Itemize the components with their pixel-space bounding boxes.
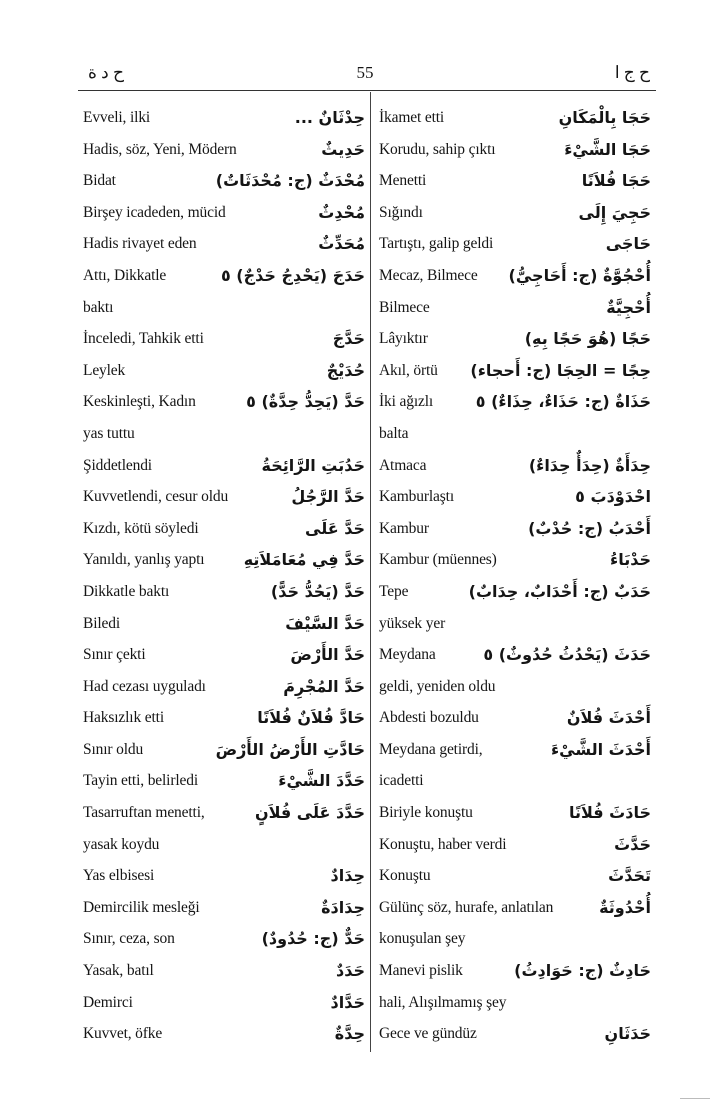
left-entry-row [83, 165, 365, 197]
arabic-headword: حَدَثَانِ [604, 1024, 651, 1044]
left-entry-row [83, 260, 365, 292]
turkish-meaning: geldi, yeniden oldu [379, 677, 496, 695]
turkish-meaning: Mecaz, Bilmece [379, 266, 478, 284]
turkish-meaning: Biriyle konuştu [379, 804, 473, 822]
right-entry-row [379, 260, 651, 292]
left-entry-row [83, 513, 365, 545]
right-entry-row [379, 228, 651, 260]
arabic-headword: حَدَثَ (يَحْدُثُ حُدُوثٌ) ٥ [483, 645, 651, 665]
arabic-headword: حَادَثَ فُلاَنًا [568, 803, 651, 823]
turkish-meaning: Lâyıktır [379, 330, 428, 348]
turkish-meaning: Meydana getirdi, [379, 740, 483, 758]
arabic-headword: حَدَّ عَلَى [305, 518, 365, 538]
page-number: 55 [356, 63, 374, 82]
turkish-meaning: Leylek [83, 361, 126, 379]
arabic-headword: حَجَا بِالْمَكَانِ [558, 108, 651, 127]
turkish-meaning: Tasarruftan menetti, [83, 804, 205, 822]
turkish-meaning: Hadis, söz, Yeni, Mödern [83, 140, 237, 158]
right-entry-row [379, 702, 651, 734]
arabic-headword: أَحْدَثَ الشَّيْءَ [550, 739, 651, 759]
arabic-headword: أَحْدَثَ فُلاَنٌ [566, 708, 651, 728]
arabic-headword: حَادَّ فُلاَنٌ فُلاَنًا [257, 708, 365, 728]
turkish-meaning: Abdesti bozuldu [379, 709, 479, 727]
turkish-meaning: Kuvvet, öfke [83, 1025, 163, 1043]
turkish-meaning: Hadis rivayet eden [83, 235, 197, 253]
arabic-headword: حَجَا الشَّيْءَ [564, 139, 651, 159]
left-column [83, 102, 365, 1050]
turkish-meaning: balta [379, 424, 409, 442]
turkish-meaning: Dikkatle baktı [83, 582, 170, 600]
header-left-letters: ح د ة [88, 63, 124, 82]
turkish-meaning: yüksek yer [379, 614, 446, 632]
turkish-meaning: Atmaca [379, 456, 427, 474]
left-entry-row [83, 639, 365, 671]
right-entry-row [379, 386, 651, 418]
left-entry-row [83, 797, 365, 829]
left-entry-row [83, 386, 365, 418]
left-entry-row [83, 987, 365, 1019]
arabic-headword: حَدَجَ (يَحْدِجُ حَدْجٌ) ٥ [220, 265, 365, 285]
arabic-headword: حَدٌّ (ج: حُدُودٌ) [261, 929, 365, 949]
right-entry-row [379, 450, 651, 482]
arabic-headword: حَدَّادٌ [330, 992, 365, 1012]
turkish-meaning: Kamburlaştı [379, 488, 454, 506]
right-entry-row [379, 355, 651, 387]
left-entry-row [83, 292, 365, 324]
arabic-headword: حَجًا (هُوَ حَجًا بِهِ) [524, 329, 651, 349]
left-entry-row [83, 544, 365, 576]
arabic-headword: حِدَادٌ [330, 866, 365, 886]
turkish-meaning: İki ağızlı [379, 393, 434, 411]
left-entry-row [83, 892, 365, 924]
left-entry-row [83, 355, 365, 387]
turkish-meaning: Yas elbisesi [83, 867, 155, 885]
arabic-headword: حَدُبَتِ الرَّائِحَةُ [261, 455, 365, 475]
arabic-headword: حَدَّدَ عَلَى فُلاَنٍ [254, 803, 365, 823]
turkish-meaning: Biledi [83, 614, 120, 632]
turkish-meaning: Evveli, ilki [83, 109, 151, 126]
turkish-meaning: Sınır oldu [83, 740, 144, 758]
turkish-meaning: yas tuttu [83, 424, 135, 442]
left-entry-row [83, 576, 365, 608]
arabic-headword: حَدَّدَ الشَّيْءَ [278, 771, 365, 791]
right-entry-row [379, 165, 651, 197]
turkish-meaning: Demirci [83, 993, 133, 1011]
turkish-meaning: Konuştu [379, 867, 431, 885]
arabic-headword: حِدَأَةٌ (حِدَأٌ حِدَاءٌ) [528, 455, 651, 475]
turkish-meaning: Sınır çekti [83, 646, 146, 664]
turkish-meaning: Kızdı, kötü söyledi [83, 519, 199, 537]
right-entry-row [379, 418, 651, 450]
left-entry-row [83, 923, 365, 955]
turkish-meaning: Sığındı [379, 203, 423, 221]
right-entry-row [379, 923, 651, 955]
arabic-headword: حَدَّ المُجْرِمَ [283, 676, 365, 696]
left-entry-row [83, 418, 365, 450]
right-entry-row [379, 513, 651, 545]
turkish-meaning: Akıl, örtü [379, 361, 438, 379]
turkish-meaning: İnceledi, Tahkik etti [83, 330, 204, 348]
arabic-headword: حَادِثٌ (ج: حَوَادِثُ) [514, 961, 651, 981]
arabic-headword: أُحْجُوَّةٌ (ج: أَحَاجِيُّ) [508, 265, 651, 285]
turkish-meaning: Kambur (müennes) [379, 551, 497, 569]
turkish-meaning: Birşey icadeden, mücid [83, 203, 226, 221]
arabic-headword: احْدَوْدَبَ ٥ [575, 487, 651, 507]
arabic-headword: حَدَبٌ (ج: أَحْدَابٌ، حِدَابٌ) [468, 581, 651, 601]
turkish-meaning: Menetti [379, 172, 427, 190]
arabic-headword: حِدَّةٌ [334, 1024, 365, 1044]
header-rule [78, 90, 656, 91]
turkish-meaning: Gülünç söz, hurafe, anlatılan [379, 898, 554, 916]
arabic-headword: حَادَّتِ الأَرْضُ الأَرْضَ [215, 739, 365, 759]
arabic-headword: حَدَّ الرَّجُلُ [291, 487, 365, 507]
turkish-meaning: Attı, Dikkatle [83, 266, 167, 284]
left-entry-row [83, 450, 365, 482]
arabic-headword: أَحْدَبُ (ج: حُدْبٌ) [528, 518, 651, 538]
right-entry-row [379, 734, 651, 766]
turkish-meaning: Yanıldı, yanlış yaptı [83, 551, 205, 569]
right-entry-row [379, 860, 651, 892]
left-entry-row [83, 860, 365, 892]
right-entry-row [379, 892, 651, 924]
left-entry-row [83, 197, 365, 229]
turkish-meaning: Tayin etti, belirledi [83, 772, 198, 790]
left-entry-row [83, 102, 365, 134]
arabic-headword: مُحَدِّثٌ [318, 234, 365, 254]
arabic-headword: حَدْبَاءُ [610, 550, 651, 570]
turkish-meaning: baktı [83, 298, 114, 316]
turkish-meaning: Sınır, ceza, son [83, 930, 175, 948]
turkish-meaning: Demircilik mesleği [83, 898, 200, 916]
turkish-meaning: Yasak, batıl [83, 962, 154, 980]
left-entry-row [83, 671, 365, 703]
scan-artifact [680, 1098, 710, 1099]
left-entry-row [83, 323, 365, 355]
turkish-meaning: icadetti [379, 772, 424, 790]
left-entry-row [83, 481, 365, 513]
arabic-headword: حَدَدٌ [336, 961, 365, 981]
left-entry-row [83, 1018, 365, 1050]
turkish-meaning: konuşulan şey [379, 930, 466, 948]
right-entry-row [379, 323, 651, 355]
left-entry-row [83, 228, 365, 260]
arabic-headword: حَذَاةٌ (ج: حَذَاءٌ، حِذَاءٌ) ٥ [475, 392, 651, 412]
arabic-headword: مُحْدَثٌ (ج: مُحْدَثَاتٌ) [215, 171, 365, 191]
turkish-meaning: Bilmece [379, 298, 430, 316]
right-entry-row [379, 292, 651, 324]
column-divider [370, 92, 371, 1052]
right-entry-row [379, 576, 651, 608]
turkish-meaning: Haksızlık etti [83, 709, 164, 727]
right-entry-row [379, 987, 651, 1019]
right-entry-row [379, 481, 651, 513]
turkish-meaning: Korudu, sahip çıktı [379, 140, 496, 158]
turkish-meaning: yasak koydu [83, 835, 160, 853]
turkish-meaning: Şiddetlendi [83, 456, 152, 474]
left-entry-row [83, 734, 365, 766]
right-entry-row [379, 671, 651, 703]
right-entry-row [379, 829, 651, 861]
arabic-headword: حَدَّثَ [614, 834, 651, 854]
right-entry-row [379, 765, 651, 797]
arabic-headword: تَحَدَّثَ [608, 866, 651, 886]
right-entry-row [379, 639, 651, 671]
left-entry-row [83, 955, 365, 987]
right-entry-row [379, 608, 651, 640]
arabic-headword: حَدَّجَ [332, 329, 365, 349]
arabic-headword: حَدَّ (يَحُدُّ حَدًّ) [270, 581, 365, 601]
right-entry-row [379, 955, 651, 987]
right-entry-row [379, 197, 651, 229]
header-right-letters: ح ج ا [614, 63, 650, 82]
right-column [379, 102, 651, 1050]
arabic-headword: حَدَّ الأَرْضَ [290, 645, 365, 665]
turkish-meaning: Kambur [379, 519, 429, 537]
arabic-headword: حَدِيثٌ [321, 139, 365, 159]
left-entry-row [83, 829, 365, 861]
turkish-meaning: Bidat [83, 172, 116, 190]
arabic-headword: حَدَّ فِي مُعَامَلاَتِهِ [243, 550, 365, 570]
turkish-meaning: Meydana [379, 646, 436, 664]
turkish-meaning: Keskinleşti, Kadın [83, 393, 196, 411]
left-entry-row [83, 608, 365, 640]
arabic-headword: حُدَيْجٌ [326, 360, 365, 380]
right-entry-row [379, 102, 651, 134]
right-entry-row [379, 544, 651, 576]
arabic-headword: حِدَادَةٌ [321, 897, 365, 917]
left-entry-row [83, 765, 365, 797]
right-entry-row [379, 134, 651, 166]
turkish-meaning: Kuvvetlendi, cesur oldu [83, 488, 229, 506]
arabic-headword: حَدَّ (يَحِدُّ حِدَّةٌ) ٥ [246, 392, 365, 412]
arabic-headword: حَاجَى [605, 234, 651, 254]
arabic-headword: حَجِيَ إِلَى [578, 202, 651, 222]
arabic-headword: حِجًا = الحِجَا (ج: أَحجاء) [470, 360, 651, 380]
arabic-headword: حَدَّ السَّيْفَ [285, 613, 365, 633]
arabic-headword: أُحْجِيَّةٌ [606, 297, 651, 317]
turkish-meaning: Gece ve gündüz [379, 1025, 477, 1043]
turkish-meaning: Tartıştı, galip geldi [379, 235, 494, 253]
arabic-headword: مُحْدِثٌ [318, 202, 365, 222]
turkish-meaning: Tepe [379, 582, 409, 600]
arabic-headword: حَجَا فُلاَنًا [581, 171, 651, 191]
turkish-meaning: hali, Alışılmamış şey [379, 993, 507, 1011]
arabic-headword: حِدْثَانٌ ... [294, 108, 365, 127]
right-entry-row [379, 1018, 651, 1050]
turkish-meaning: Manevi pislik [379, 962, 463, 980]
turkish-meaning: Konuştu, haber verdi [379, 835, 507, 853]
left-entry-row [83, 134, 365, 166]
left-entry-row [83, 702, 365, 734]
arabic-headword: أُحْدُوثَةٌ [599, 897, 651, 917]
turkish-meaning: İkamet etti [379, 109, 445, 126]
turkish-meaning: Had cezası uyguladı [83, 677, 206, 695]
right-entry-row [379, 797, 651, 829]
